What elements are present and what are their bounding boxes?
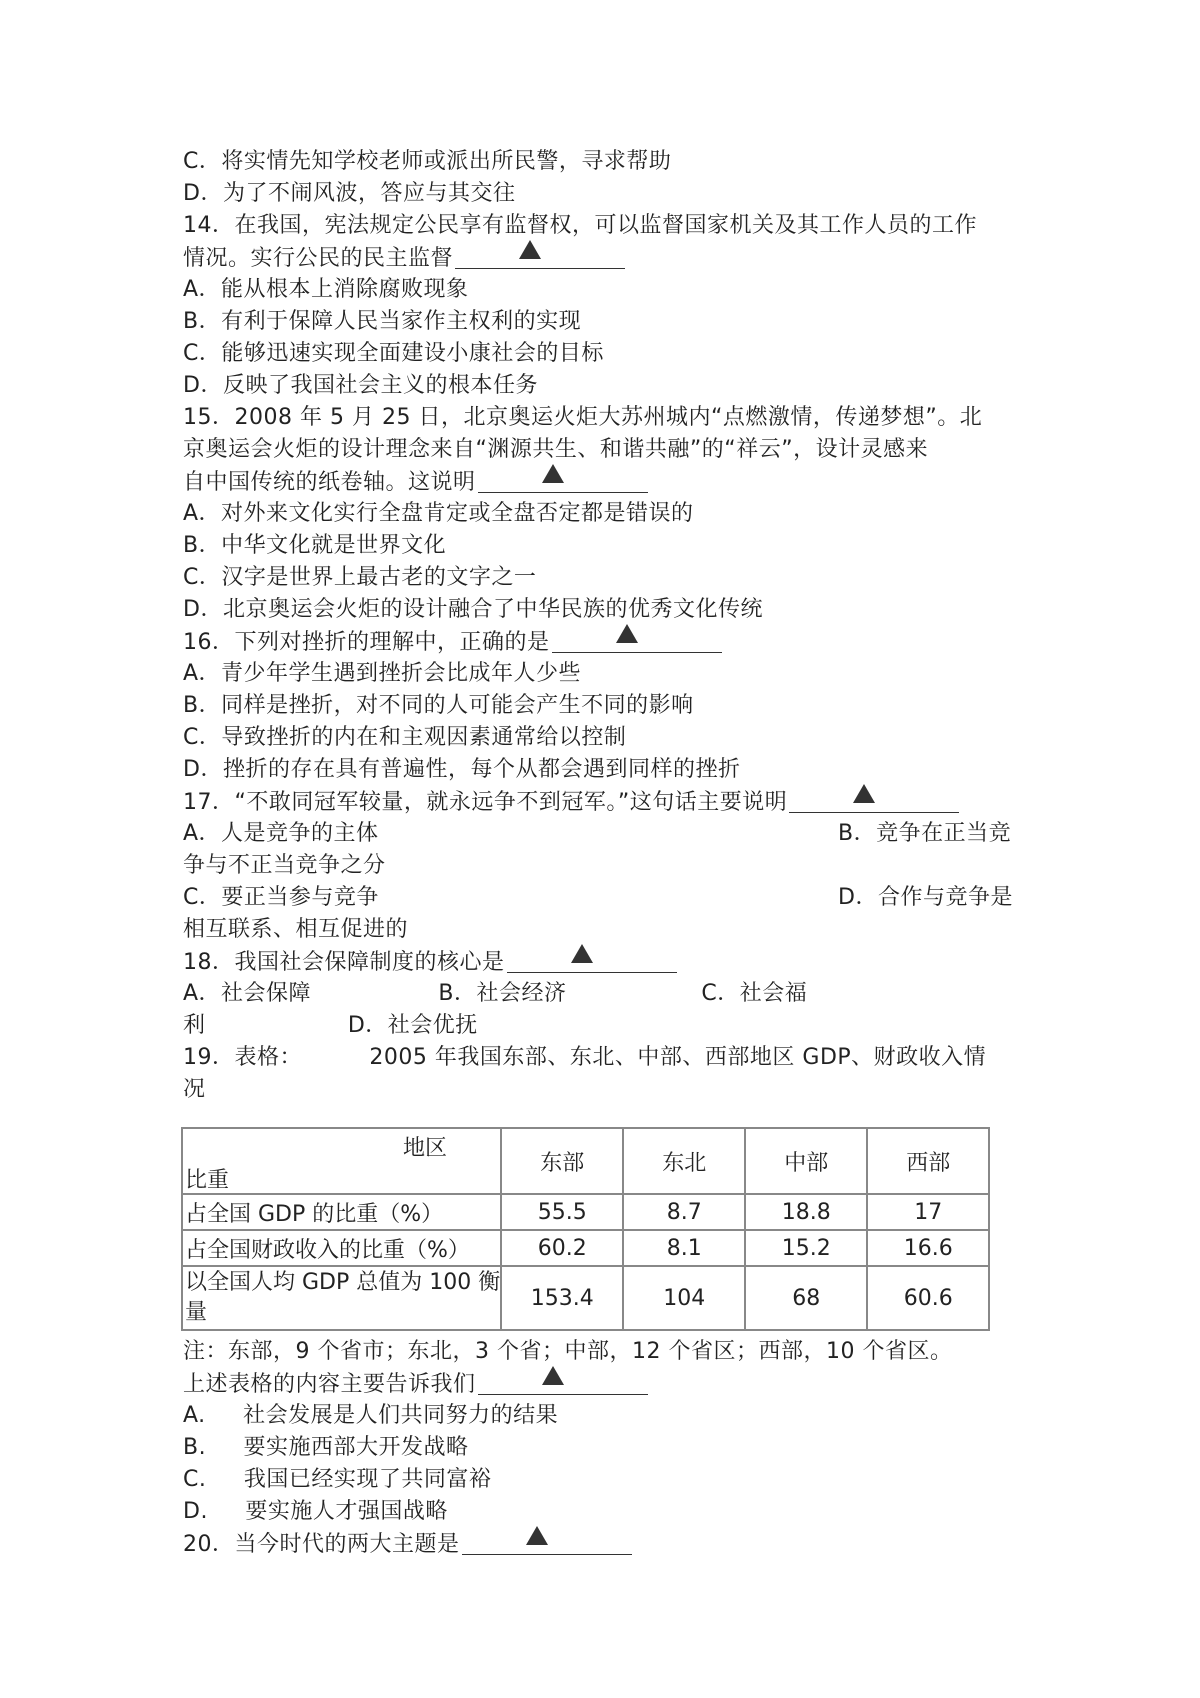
- q17-stem: 17．“不敢同冠军较量，就永远争不到冠军。”这句话主要说明: [183, 786, 959, 819]
- q19-option-a: A. 社会发展是人们共同努力的结果: [183, 1403, 559, 1428]
- q14-option-a: A．能从根本上消除腐败现象: [183, 277, 469, 302]
- q13-option-d: D．为了不闹风波，答应与其交往: [183, 181, 516, 206]
- column-header: 中部: [745, 1128, 867, 1194]
- gdp-table: [181, 1127, 990, 1331]
- triangle-icon: [526, 1526, 548, 1545]
- q19-stem-line1: 19．表格： 2005 年我国东部、东北、中部、西部地区 GDP、财政收入情: [183, 1045, 987, 1070]
- triangle-icon: [542, 464, 564, 483]
- q17-option-d-line2: 相互联系、相互促进的: [183, 917, 409, 942]
- q19-stem-line3: 上述表格的内容主要告诉我们: [183, 1368, 648, 1401]
- table-cell: 60.2: [501, 1230, 623, 1266]
- q15-option-d: D．北京奥运会火炬的设计融合了中华民族的优秀文化传统: [183, 597, 763, 622]
- q18-stem: 18．我国社会保障制度的核心是: [183, 946, 677, 979]
- table-cell: 8.7: [623, 1194, 745, 1230]
- table-cell: 18.8: [745, 1194, 867, 1230]
- row-label: 占全国财政收入的比重（%）: [182, 1230, 501, 1266]
- table-cell: 60.6: [867, 1266, 989, 1330]
- q19-option-d: D. 要实施人才强国战略: [183, 1499, 448, 1524]
- q15-stem-line1: 15．2008 年 5 月 25 日，北京奥运火炬大苏州城内“点燃激情，传递梦想”。北: [183, 405, 983, 430]
- table-cell: 15.2: [745, 1230, 867, 1266]
- table-cell: 153.4: [501, 1266, 623, 1330]
- q16-option-a: A．青少年学生遇到挫折会比成年人少些: [183, 661, 582, 686]
- q16-stem: 16．下列对挫折的理解中，正确的是: [183, 626, 722, 659]
- row-label: 以全国人均 GDP 总值为 100 衡 量: [182, 1266, 501, 1330]
- q17-option-c: C．要正当参与竞争: [183, 885, 379, 910]
- answer-blank: [552, 626, 722, 653]
- q15-option-a: A．对外来文化实行全盘肯定或全盘否定都是错误的: [183, 501, 694, 526]
- q14-stem-line2: 情况。实行公民的民主监督: [183, 242, 625, 275]
- q19-note: 注：东部，9 个省市；东北，3 个省；中部，12 个省区；西部，10 个省区。: [183, 1339, 953, 1364]
- answer-blank: [507, 946, 677, 973]
- table-cell: 55.5: [501, 1194, 623, 1230]
- q17-option-b-line2: 争与不正当竞争之分: [183, 853, 386, 878]
- table-header-row: [182, 1128, 989, 1194]
- answer-blank: [455, 242, 625, 269]
- table-cell: 17: [867, 1194, 989, 1230]
- table-row: [182, 1230, 989, 1266]
- q13-option-c: C．将实情先知学校老师或派出所民警，寻求帮助: [183, 149, 672, 174]
- table-cell: 68: [745, 1266, 867, 1330]
- q16-option-b: B．同样是挫折，对不同的人可能会产生不同的影响: [183, 693, 694, 718]
- triangle-icon: [542, 1366, 564, 1385]
- header-region-label: 地区: [403, 1136, 448, 1161]
- answer-blank: [478, 1368, 648, 1395]
- q19-option-c: C. 我国已经实现了共同富裕: [183, 1467, 492, 1492]
- column-header: 东部: [501, 1128, 623, 1194]
- q18-options-line2: 利 D．社会优抚: [183, 1013, 478, 1038]
- q16-option-d: D．挫折的存在具有普遍性，每个从都会遇到同样的挫折: [183, 757, 741, 782]
- q20-stem: 20．当今时代的两大主题是: [183, 1528, 632, 1561]
- table-corner-header: [182, 1128, 501, 1194]
- q14-option-d: D．反映了我国社会主义的根本任务: [183, 373, 538, 398]
- column-header: 西部: [867, 1128, 989, 1194]
- table-row: [182, 1194, 989, 1230]
- table-cell: 104: [623, 1266, 745, 1330]
- q14-option-b: B．有利于保障人民当家作主权利的实现: [183, 309, 582, 334]
- q19-option-b: B. 要实施西部大开发战略: [183, 1435, 469, 1460]
- triangle-icon: [571, 944, 593, 963]
- q14-option-c: C．能够迅速实现全面建设小康社会的目标: [183, 341, 604, 366]
- q14-stem-line1: 14．在我国，宪法规定公民享有监督权，可以监督国家机关及其工作人员的工作: [183, 213, 977, 238]
- answer-blank: [478, 466, 648, 493]
- q17-option-d-line1: D．合作与竞争是: [838, 885, 1013, 910]
- header-ratio-label: 比重: [185, 1168, 230, 1193]
- q15-stem-line3: 自中国传统的纸卷轴。这说明: [183, 466, 648, 499]
- q18-options-line1: A．社会保障 B．社会经济 C．社会福: [183, 981, 808, 1006]
- column-header: 东北: [623, 1128, 745, 1194]
- triangle-icon: [616, 624, 638, 643]
- q17-option-a: A．人是竞争的主体: [183, 821, 379, 846]
- answer-blank: [789, 786, 959, 813]
- table-cell: 8.1: [623, 1230, 745, 1266]
- answer-blank: [462, 1528, 632, 1555]
- q15-option-b: B．中华文化就是世界文化: [183, 533, 447, 558]
- q15-stem-line2: 京奥运会火炬的设计理念来自“渊源共生、和谐共融”的“祥云”，设计灵感来: [183, 437, 929, 462]
- q16-option-c: C．导致挫折的内在和主观因素通常给以控制: [183, 725, 627, 750]
- q17-option-b-line1: B．竞争在正当竞: [838, 821, 1012, 846]
- row-label: 占全国 GDP 的比重（%）: [182, 1194, 501, 1230]
- table-row: [182, 1266, 989, 1330]
- triangle-icon: [519, 240, 541, 259]
- q19-stem-line2: 况: [183, 1077, 206, 1102]
- table-cell: 16.6: [867, 1230, 989, 1266]
- q15-option-c: C．汉字是世界上最古老的文字之一: [183, 565, 537, 590]
- triangle-icon: [853, 784, 875, 803]
